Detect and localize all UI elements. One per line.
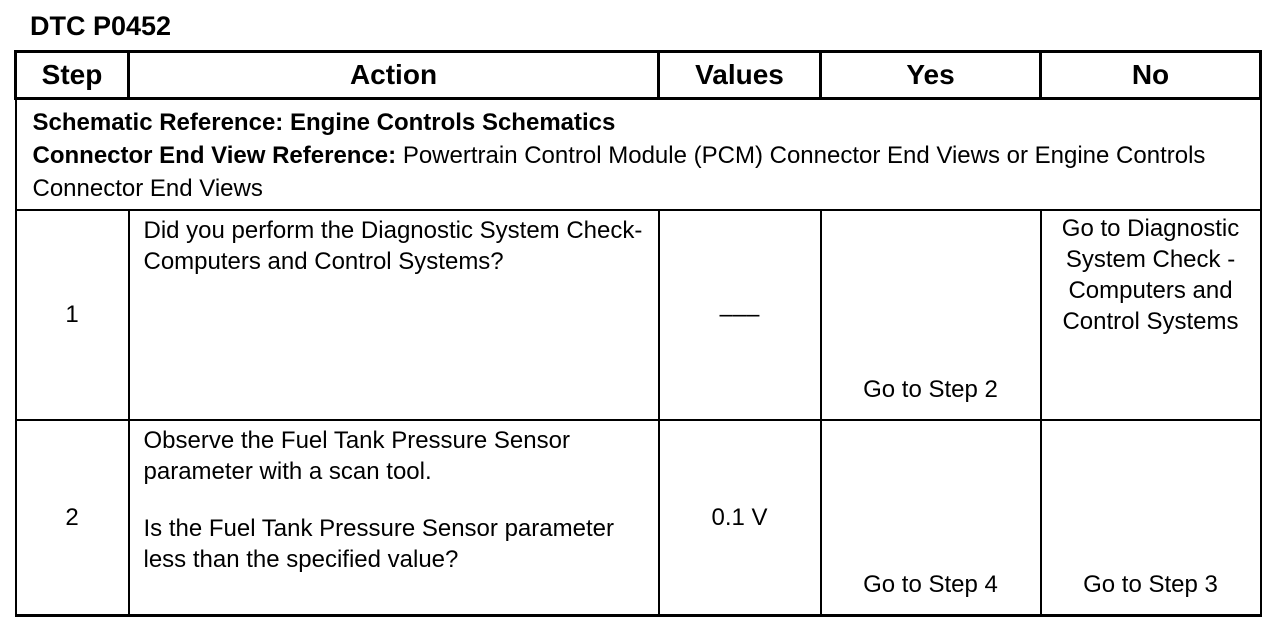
no-cell: Go to Step 3 <box>1041 420 1261 616</box>
value-cell: ––– <box>659 210 821 420</box>
action-cell <box>129 420 659 616</box>
step-number: 1 <box>16 210 129 420</box>
diagnostic-table <box>14 50 1262 617</box>
action-text: Observe the Fuel Tank Pressure Sensor parameter with a scan tool. <box>143 427 570 485</box>
action-cell <box>129 210 659 420</box>
connector-reference-label: Connector End View Reference: <box>32 142 397 169</box>
action-question: Is the Fuel Tank Pressure Sensor parameter less than the specified value? <box>143 515 614 573</box>
header-step: Step <box>16 52 129 99</box>
action-text: Did you perform the Diagnostic System Check-Computers and Control Systems? <box>143 217 643 275</box>
document-title: DTC P0452 <box>30 11 172 41</box>
yes-cell: Go to Step 4 <box>821 420 1041 616</box>
header-values: Values <box>659 52 821 99</box>
header-yes: Yes <box>821 52 1041 99</box>
table-row <box>16 210 1261 420</box>
value-cell: 0.1 V <box>659 420 821 616</box>
no-cell: Go to Diagnostic System Check - Computers and Control Systems <box>1041 210 1261 420</box>
reference-cell <box>16 99 1261 211</box>
table-row <box>16 420 1261 616</box>
step-number: 2 <box>16 420 129 616</box>
schematic-reference: Schematic Reference: Engine Controls Schematics <box>32 109 616 136</box>
yes-cell: Go to Step 2 <box>821 210 1041 420</box>
header-no: No <box>1041 52 1261 99</box>
table-header-row <box>16 52 1261 99</box>
connector-reference-text: Powertrain Control Module (PCM) Connector End Views or Engine Controls Connector End Views <box>32 142 1206 202</box>
header-action: Action <box>129 52 659 99</box>
reference-row <box>16 99 1261 211</box>
